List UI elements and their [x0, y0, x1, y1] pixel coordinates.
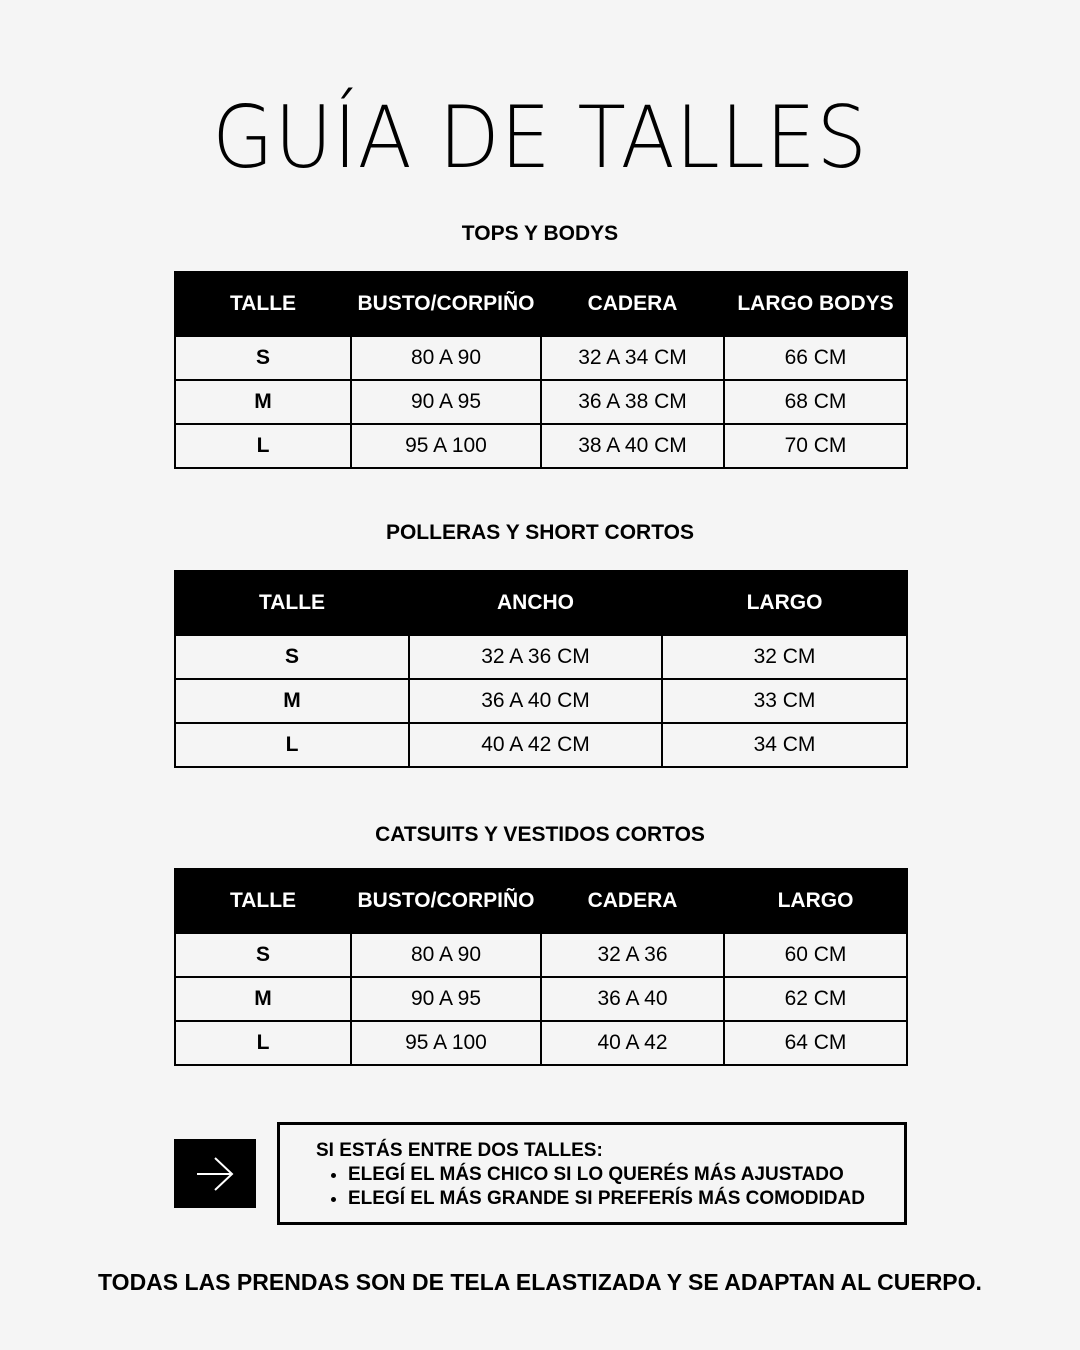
- table-cell: 80 A 90: [351, 336, 541, 380]
- size-cell: L: [175, 723, 409, 767]
- column-header: BUSTO/CORPIÑO: [351, 869, 541, 933]
- table-cell: 68 CM: [724, 380, 907, 424]
- size-cell: S: [175, 635, 409, 679]
- list-item: • ELEGÍ EL MÁS CHICO SI LO QUERÉS MÁS AJUSTADO: [348, 1163, 865, 1187]
- table-cell: 32 A 36 CM: [409, 635, 662, 679]
- table-cell: 36 A 40 CM: [409, 679, 662, 723]
- arrow-badge: [174, 1139, 256, 1208]
- footer-note: TODAS LAS PRENDAS SON DE TELA ELASTIZADA Y SE ADAPTAN AL CUERPO.: [98, 1269, 982, 1295]
- table-row: [175, 635, 907, 679]
- polleras-shorts-title: POLLERAS Y SHORT CORTOS: [385, 521, 695, 544]
- table-cell: 90 A 95: [351, 977, 541, 1021]
- column-header: TALLE: [175, 869, 351, 933]
- size-cell: M: [175, 679, 409, 723]
- table-header-row: [175, 571, 907, 635]
- table-row: [175, 424, 907, 468]
- table-header-row: [175, 869, 907, 933]
- column-header: ANCHO: [409, 571, 662, 635]
- table-row: [175, 723, 907, 767]
- table-cell: 32 CM: [662, 635, 907, 679]
- size-cell: M: [175, 977, 351, 1021]
- table-cell: 62 CM: [724, 977, 907, 1021]
- table-row: [175, 380, 907, 424]
- size-cell: L: [175, 1021, 351, 1065]
- column-header: BUSTO/CORPIÑO: [351, 272, 541, 336]
- arrow-right-icon: [195, 1154, 235, 1194]
- column-header: CADERA: [541, 869, 724, 933]
- table-row: [175, 933, 907, 977]
- table-cell: 95 A 100: [351, 1021, 541, 1065]
- table-cell: 80 A 90: [351, 933, 541, 977]
- tip-list: [330, 1163, 865, 1211]
- size-cell: S: [175, 336, 351, 380]
- column-header: TALLE: [175, 571, 409, 635]
- tip-heading: SI ESTÁS ENTRE DOS TALLES:: [316, 1140, 603, 1161]
- column-header: TALLE: [175, 272, 351, 336]
- catsuits-vestidos-title: CATSUITS Y VESTIDOS CORTOS: [375, 823, 705, 846]
- column-header: LARGO: [662, 571, 907, 635]
- column-header: LARGO BODYS: [724, 272, 907, 336]
- table-cell: 95 A 100: [351, 424, 541, 468]
- table-cell: 64 CM: [724, 1021, 907, 1065]
- table-row: [175, 1021, 907, 1065]
- table-cell: 66 CM: [724, 336, 907, 380]
- table-row: [175, 977, 907, 1021]
- table-cell: 36 A 40: [541, 977, 724, 1021]
- catsuits-vestidos-table: [174, 868, 908, 1066]
- table-cell: 32 A 34 CM: [541, 336, 724, 380]
- polleras-shorts-table: [174, 570, 908, 768]
- table-cell: 38 A 40 CM: [541, 424, 724, 468]
- column-header: LARGO: [724, 869, 907, 933]
- size-cell: M: [175, 380, 351, 424]
- table-cell: 32 A 36: [541, 933, 724, 977]
- list-item: • ELEGÍ EL MÁS GRANDE SI PREFERÍS MÁS COMODIDAD: [348, 1187, 865, 1211]
- column-header: CADERA: [541, 272, 724, 336]
- tops-bodys-table: [174, 271, 908, 469]
- table-row: [175, 336, 907, 380]
- table-cell: 34 CM: [662, 723, 907, 767]
- table-cell: 36 A 38 CM: [541, 380, 724, 424]
- table-header-row: [175, 272, 907, 336]
- table-cell: 60 CM: [724, 933, 907, 977]
- table-cell: 90 A 95: [351, 380, 541, 424]
- size-tip-box: [277, 1122, 907, 1225]
- size-cell: L: [175, 424, 351, 468]
- table-row: [175, 679, 907, 723]
- table-cell: 70 CM: [724, 424, 907, 468]
- table-cell: 33 CM: [662, 679, 907, 723]
- page-title: GUÍA DE TALLES: [212, 88, 868, 188]
- size-cell: S: [175, 933, 351, 977]
- table-cell: 40 A 42 CM: [409, 723, 662, 767]
- table-cell: 40 A 42: [541, 1021, 724, 1065]
- tops-bodys-title: TOPS Y BODYS: [461, 222, 619, 245]
